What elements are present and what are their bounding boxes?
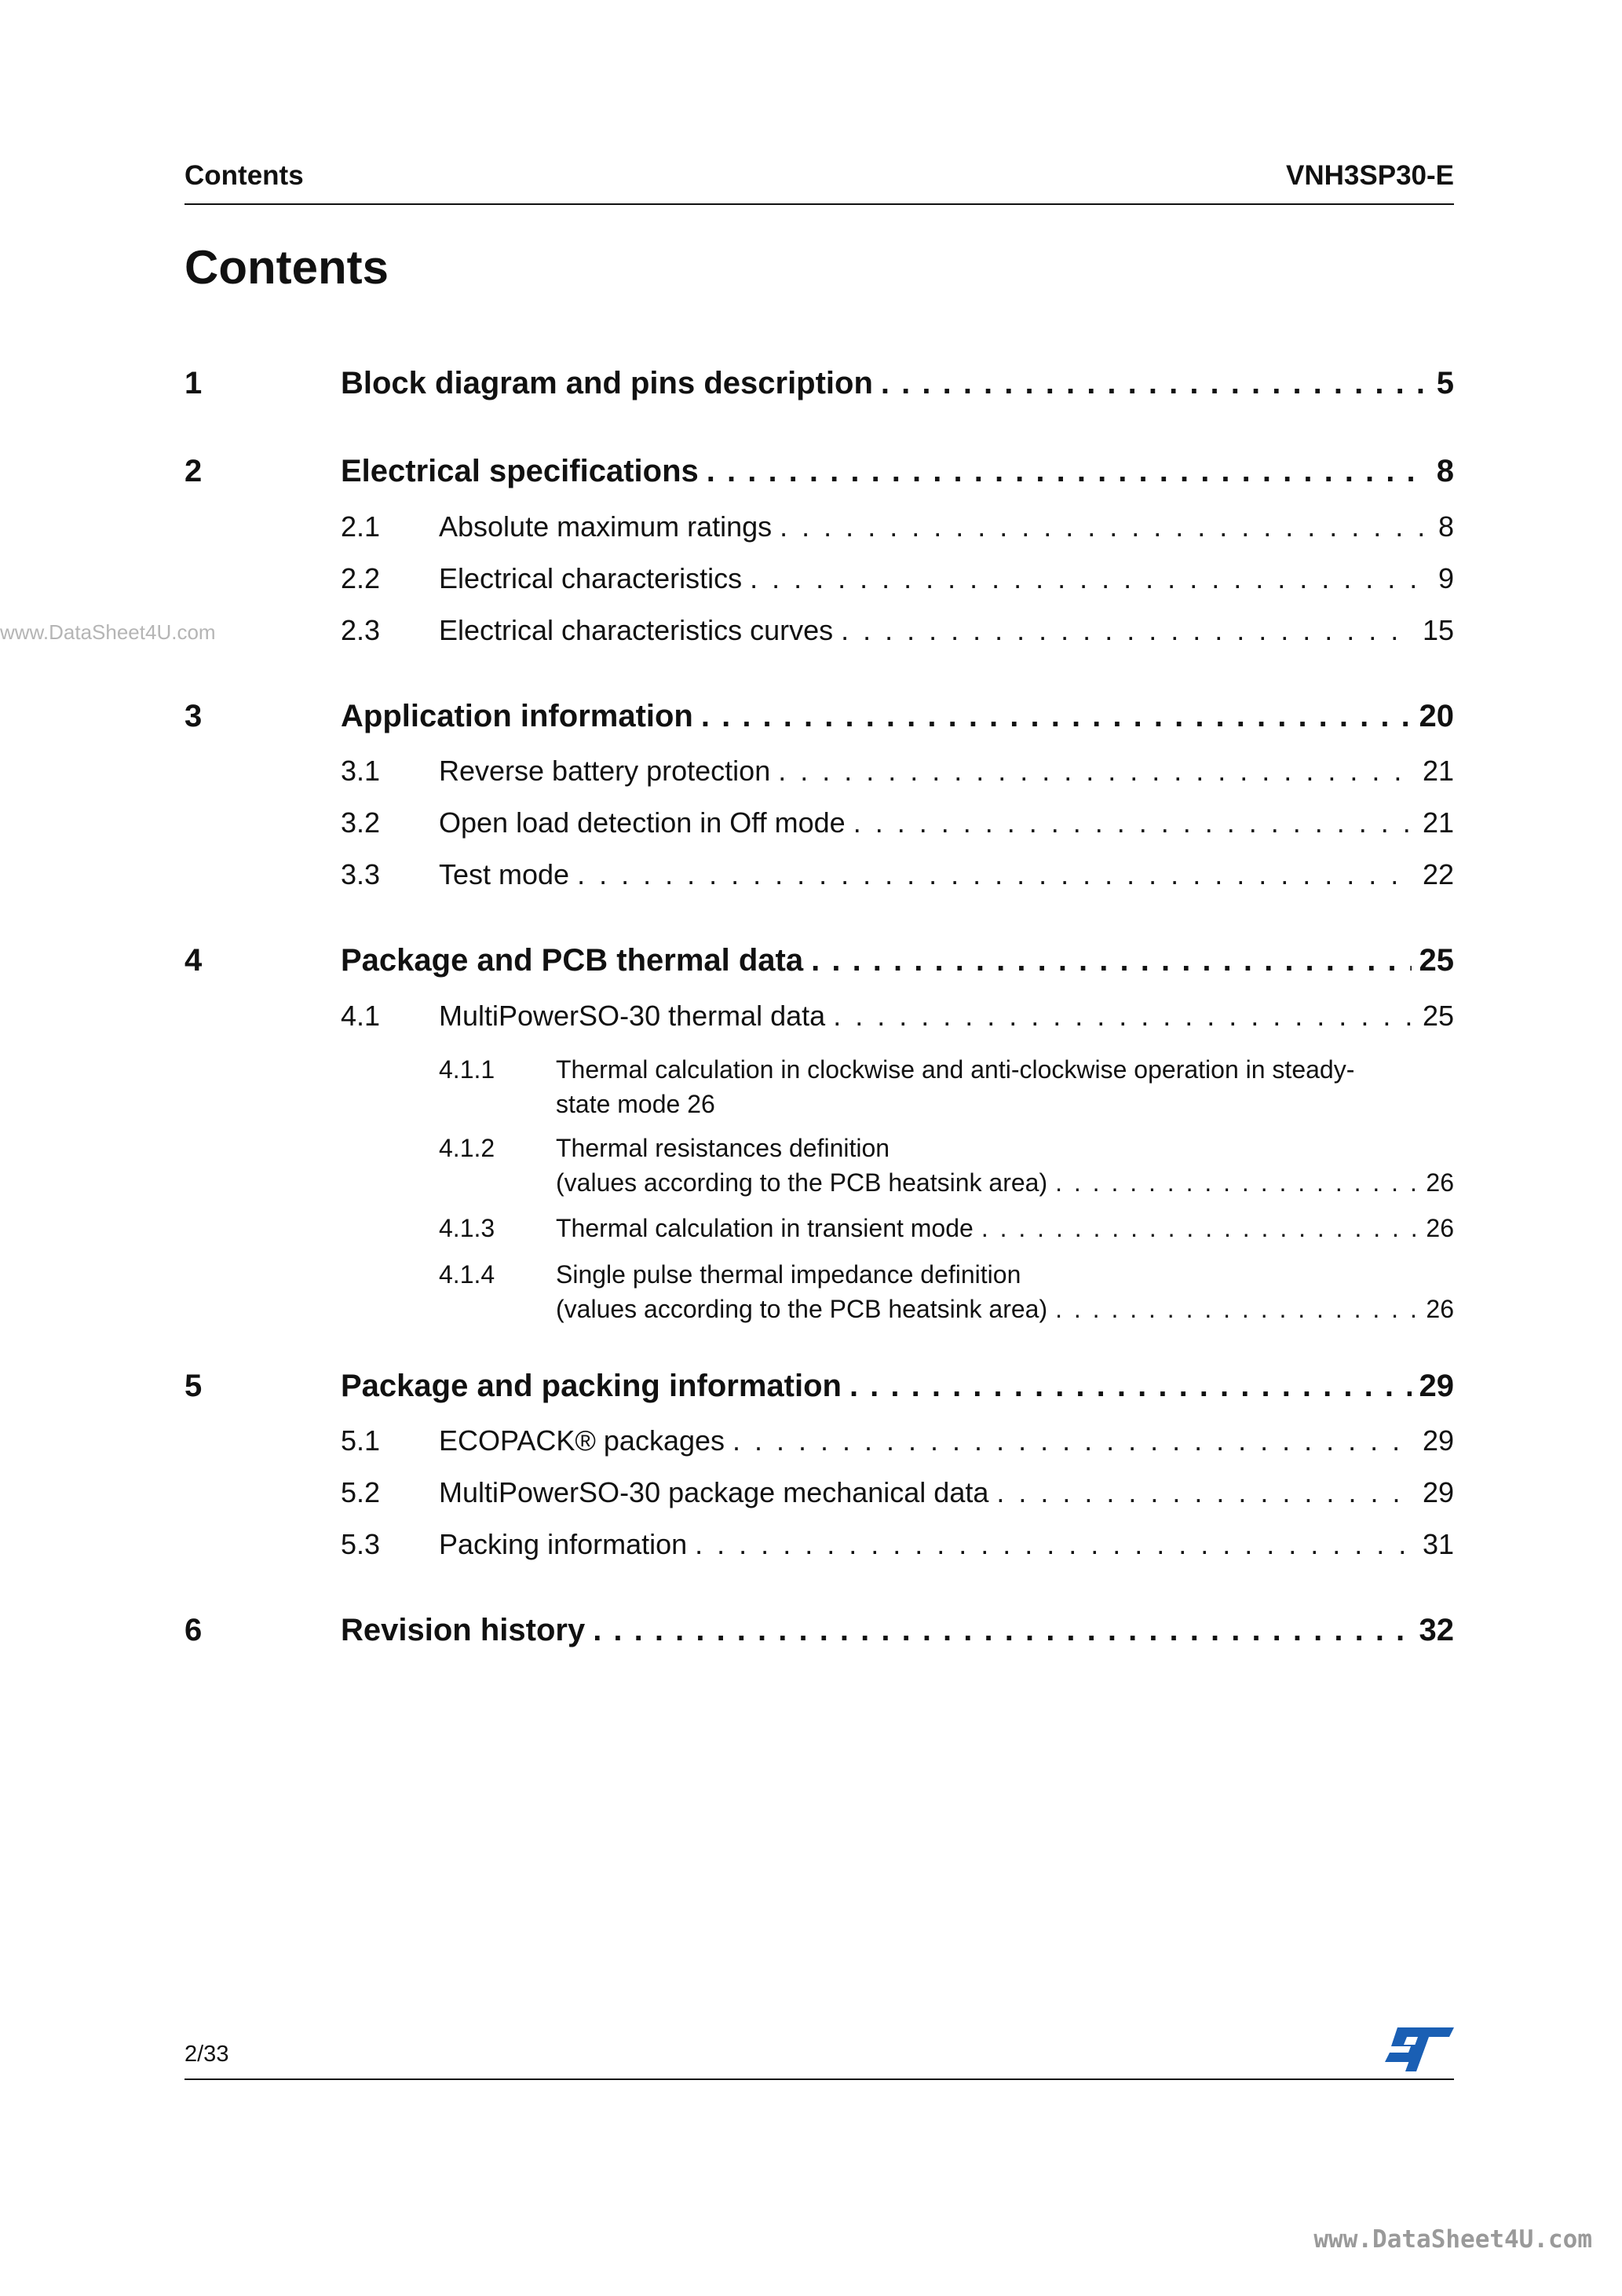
toc-label[interactable]: Electrical characteristics curves [439, 614, 834, 646]
toc-leader-dots [811, 943, 1411, 978]
running-header-section: Contents [184, 160, 304, 191]
toc-number: 2.3 [341, 614, 381, 646]
toc-page-number[interactable]: 26 [1426, 1214, 1454, 1242]
toc-page-number[interactable]: 20 [1419, 699, 1454, 733]
toc-label[interactable]: Thermal resistances definition [556, 1134, 890, 1162]
toc-label[interactable]: Package and PCB thermal data [341, 943, 804, 978]
toc-label[interactable]: Block diagram and pins description [341, 366, 873, 400]
toc-leader-dots [707, 454, 1429, 489]
toc-entry-4-1-1[interactable] [184, 1052, 1454, 1123]
toc-number: 4.1.4 [439, 1260, 495, 1289]
toc-label[interactable]: Application information [341, 699, 693, 733]
toc-leader-dots [732, 1424, 1415, 1457]
st-logo-icon [1383, 2027, 1454, 2075]
toc-leader-dots [1055, 1292, 1418, 1326]
toc-page-number[interactable]: 25 [1419, 943, 1454, 978]
toc-leader-dots [695, 1528, 1415, 1561]
toc-leader-dots [1055, 1165, 1418, 1200]
toc-page-number[interactable]: 15 [1422, 614, 1454, 646]
toc-entry-3[interactable] [184, 699, 1454, 746]
toc-label-continued[interactable]: state mode 26 [556, 1090, 715, 1118]
toc-leader-dots [701, 699, 1412, 734]
toc-leader-dots [778, 755, 1415, 788]
toc-label[interactable]: Electrical characteristics [439, 562, 743, 594]
toc-label[interactable]: MultiPowerSO-30 thermal data [439, 1000, 826, 1032]
toc-number: 5.3 [341, 1528, 381, 1560]
toc-page-number[interactable]: 8 [1438, 510, 1454, 543]
page-number: 2/33 [184, 2042, 229, 2067]
toc-label[interactable]: Absolute maximum ratings [439, 510, 773, 543]
toc-number: 4.1.2 [439, 1134, 495, 1162]
toc-entry-4-1-3[interactable] [184, 1211, 1454, 1258]
toc-label-continued[interactable]: (values according to the PCB heatsink area) [556, 1295, 1048, 1323]
toc-leader-dots [750, 562, 1430, 595]
toc-leader-dots [881, 366, 1429, 401]
toc-page-number[interactable]: 29 [1422, 1476, 1454, 1508]
toc-page-number[interactable]: 21 [1422, 755, 1454, 787]
toc-entry-5-3[interactable] [184, 1528, 1454, 1575]
toc-number: 4.1.3 [439, 1214, 495, 1242]
toc-number: 2.1 [341, 510, 381, 543]
toc-entry-4-1-4[interactable] [184, 1257, 1454, 1328]
toc-number: 2 [184, 454, 203, 488]
toc-entry-4[interactable] [184, 943, 1454, 990]
watermark-left: www.DataSheet4U.com [0, 620, 216, 644]
toc-entry-5-2[interactable] [184, 1476, 1454, 1523]
toc-entry-2-1[interactable] [184, 510, 1454, 558]
toc-label-continued[interactable]: (values according to the PCB heatsink area) [556, 1168, 1048, 1197]
toc-leader-dots [780, 510, 1430, 543]
toc-number: 5.2 [341, 1476, 381, 1508]
toc-leader-dots [996, 1476, 1415, 1509]
toc-leader-dots [593, 1613, 1411, 1648]
toc-entry-6[interactable] [184, 1613, 1454, 1660]
page-title: Contents [184, 241, 389, 294]
toc-page-number[interactable]: 22 [1422, 858, 1454, 890]
toc-page-number[interactable]: 5 [1436, 366, 1454, 400]
toc-number: 4.1.1 [439, 1055, 495, 1084]
toc-label[interactable]: Reverse battery protection [439, 755, 771, 787]
toc-number: 3.3 [341, 858, 381, 890]
toc-leader-dots [577, 858, 1415, 891]
toc-page-number[interactable]: 25 [1422, 1000, 1454, 1032]
toc-number: 1 [184, 366, 203, 400]
toc-label[interactable]: Package and packing information [341, 1369, 842, 1403]
toc-leader-dots [841, 614, 1415, 647]
toc-number: 5 [184, 1369, 203, 1403]
toc-entry-4-1[interactable] [184, 1000, 1454, 1047]
toc-number: 3.2 [341, 806, 381, 839]
running-header-part-number: VNH3SP30-E [1286, 160, 1454, 191]
toc-page-number[interactable]: 31 [1422, 1528, 1454, 1560]
toc-label[interactable]: ECOPACK® packages [439, 1424, 725, 1457]
toc-number: 3 [184, 699, 203, 733]
toc-entry-2-2[interactable] [184, 562, 1454, 609]
toc-label[interactable]: Packing information [439, 1528, 688, 1560]
toc-page-number[interactable]: 26 [1426, 1168, 1454, 1197]
header-rule [184, 203, 1454, 205]
toc-entry-3-3[interactable] [184, 858, 1454, 905]
toc-entry-1[interactable] [184, 366, 1454, 413]
toc-page-number[interactable]: 32 [1419, 1613, 1454, 1647]
toc-page-number[interactable]: 29 [1419, 1369, 1454, 1403]
toc-number: 6 [184, 1613, 203, 1647]
toc-label[interactable]: Single pulse thermal impedance definition [556, 1260, 1021, 1289]
toc-page-number[interactable]: 29 [1422, 1424, 1454, 1457]
toc-page-number[interactable]: 26 [1426, 1295, 1454, 1323]
toc-entry-4-1-2[interactable] [184, 1131, 1454, 1201]
toc-entry-3-1[interactable] [184, 755, 1454, 802]
toc-label[interactable]: MultiPowerSO-30 package mechanical data [439, 1476, 989, 1508]
footer-rule [184, 2078, 1454, 2080]
toc-entry-5-1[interactable] [184, 1424, 1454, 1472]
toc-number: 4 [184, 943, 203, 978]
toc-entry-3-2[interactable] [184, 806, 1454, 854]
toc-leader-dots [833, 1000, 1415, 1033]
toc-entry-2[interactable] [184, 454, 1454, 501]
toc-page-number[interactable]: 8 [1436, 454, 1454, 488]
toc-label[interactable]: Electrical specifications [341, 454, 699, 488]
toc-entry-2-3[interactable] [184, 614, 1454, 661]
toc-label[interactable]: Thermal calculation in clockwise and anti-clockwise operation in steady- [556, 1055, 1355, 1084]
toc-number: 5.1 [341, 1424, 381, 1457]
toc-label[interactable]: Revision history [341, 1613, 586, 1647]
toc-entry-5[interactable] [184, 1369, 1454, 1416]
toc-label[interactable]: Open load detection in Off mode [439, 806, 846, 839]
toc-number: 2.2 [341, 562, 381, 594]
toc-label[interactable]: Test mode [439, 858, 570, 890]
toc-leader-dots [849, 1369, 1412, 1404]
toc-number: 3.1 [341, 755, 381, 787]
toc-number: 4.1 [341, 1000, 381, 1032]
toc-leader-dots [981, 1211, 1419, 1245]
toc-page-number[interactable]: 9 [1438, 562, 1454, 594]
toc-leader-dots [853, 806, 1415, 839]
toc-page-number[interactable]: 21 [1422, 806, 1454, 839]
toc-label[interactable]: Thermal calculation in transient mode [556, 1214, 974, 1242]
watermark-right: www.DataSheet4U.com [1313, 2225, 1592, 2254]
